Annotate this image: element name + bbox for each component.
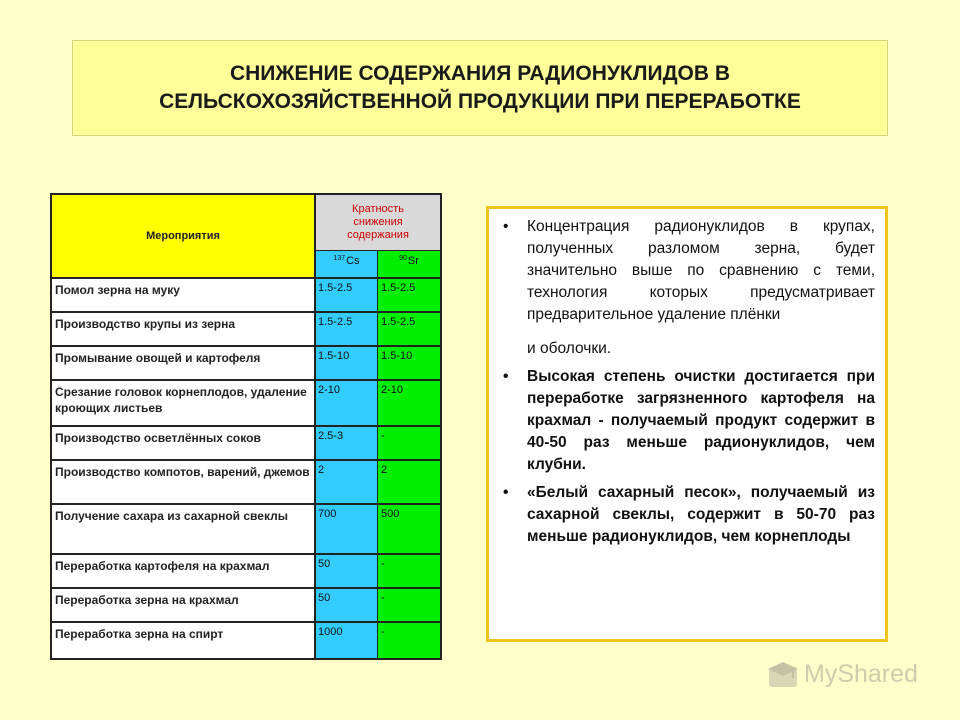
- row-sr-value: -: [378, 555, 440, 587]
- note-white-sugar: [499, 482, 875, 548]
- row-sr-value: 500: [378, 505, 440, 553]
- table-row: [52, 623, 440, 658]
- title-line-1: СНИЖЕНИЕ СОДЕРЖАНИЯ РАДИОНУКЛИДОВ В: [229, 62, 731, 85]
- header-ratio-line-3: содержания: [347, 229, 409, 241]
- header-cs: [316, 251, 378, 279]
- row-cs-value: 1.5-2.5: [316, 279, 378, 311]
- row-measure: Получение сахара из сахарной свеклы: [52, 505, 316, 553]
- row-measure: Переработка зерна на спирт: [52, 623, 316, 658]
- slide-title: [72, 40, 888, 136]
- row-measure: Производство крупы из зерна: [52, 313, 316, 345]
- table-row: [52, 461, 440, 505]
- notes-box: [486, 206, 888, 642]
- note-1-text: Концентрация радионуклидов в крупах, полученных разломом зерна, будет значительно выше по сравнению с теми, технология которых предусматривает предварительное удаление плёнки: [527, 218, 875, 323]
- table-row: [52, 427, 440, 461]
- table-row: [52, 555, 440, 589]
- row-sr-value: -: [378, 589, 440, 621]
- mortarboard-icon: [766, 657, 800, 691]
- row-cs-value: 50: [316, 589, 378, 621]
- row-sr-value: -: [378, 427, 440, 459]
- row-measure: Переработка картофеля на крахмал: [52, 555, 316, 587]
- table-row: [52, 505, 440, 555]
- row-cs-value: 50: [316, 555, 378, 587]
- title-line-2: СЕЛЬСКОХОЗЯЙСТВЕННОЙ ПРОДУКЦИИ ПРИ ПЕРЕРАБОТКЕ: [159, 90, 801, 113]
- row-cs-value: 1000: [316, 623, 378, 658]
- row-cs-value: 2.5-3: [316, 427, 378, 459]
- row-measure: Производство осветлённых соков: [52, 427, 316, 459]
- reduction-table: [50, 193, 442, 660]
- watermark: [766, 656, 918, 692]
- header-ratio-line-1: Кратность: [352, 203, 404, 215]
- note-2-text: Высокая степень очистки достигается при переработке загрязненного картофеля на крахмал - получаемый продукт содержит в 40-50 раз меньше радионуклидов, чем клубни.: [527, 368, 875, 473]
- cs-mass-number: 137: [333, 255, 346, 262]
- table-row: [52, 313, 440, 347]
- row-cs-value: 1.5-2.5: [316, 313, 378, 345]
- sr-mass-number: 90: [399, 255, 407, 262]
- row-measure: Помол зерна на муку: [52, 279, 316, 311]
- row-sr-value: 2: [378, 461, 440, 503]
- bullet: •: [503, 484, 509, 501]
- row-sr-value: -: [378, 623, 440, 658]
- row-cs-value: 2: [316, 461, 378, 503]
- note-3-text: «Белый сахарный песок», получаемый из сахарной свеклы, содержит в 50-70 раз меньше радионуклидов, чем корнеплоды: [527, 484, 875, 545]
- row-sr-value: 2-10: [378, 381, 440, 425]
- row-measure: Переработка зерна на крахмал: [52, 589, 316, 621]
- row-measure: Промывание овощей и картофеля: [52, 347, 316, 379]
- table-row: [52, 589, 440, 623]
- table-row: [52, 279, 440, 313]
- table-row: [52, 347, 440, 381]
- row-cs-value: 1.5-10: [316, 347, 378, 379]
- header-ratio-line-2: снижения: [353, 216, 403, 228]
- row-sr-value: 1.5-10: [378, 347, 440, 379]
- header-sr: [378, 251, 440, 279]
- header-reduction-ratio: [316, 195, 440, 251]
- row-measure: Срезание головок корнеплодов, удаление кроющих листьев: [52, 381, 316, 425]
- watermark-text: MyShared: [804, 659, 918, 688]
- bullet: •: [503, 218, 509, 235]
- note-1-tail: и оболочки.: [527, 340, 612, 357]
- row-cs-value: 700: [316, 505, 378, 553]
- note-grain-concentration: [499, 216, 875, 360]
- row-cs-value: 2-10: [316, 381, 378, 425]
- cs-symbol: Cs: [346, 255, 360, 267]
- sr-symbol: Sr: [407, 255, 419, 267]
- row-measure: Производство компотов, варений, джемов: [52, 461, 316, 503]
- note-potato-starch: [499, 366, 875, 476]
- bullet: •: [503, 368, 509, 385]
- row-sr-value: 1.5-2.5: [378, 279, 440, 311]
- row-sr-value: 1.5-2.5: [378, 313, 440, 345]
- table-row: [52, 381, 440, 427]
- header-measures: Мероприятия: [52, 195, 316, 279]
